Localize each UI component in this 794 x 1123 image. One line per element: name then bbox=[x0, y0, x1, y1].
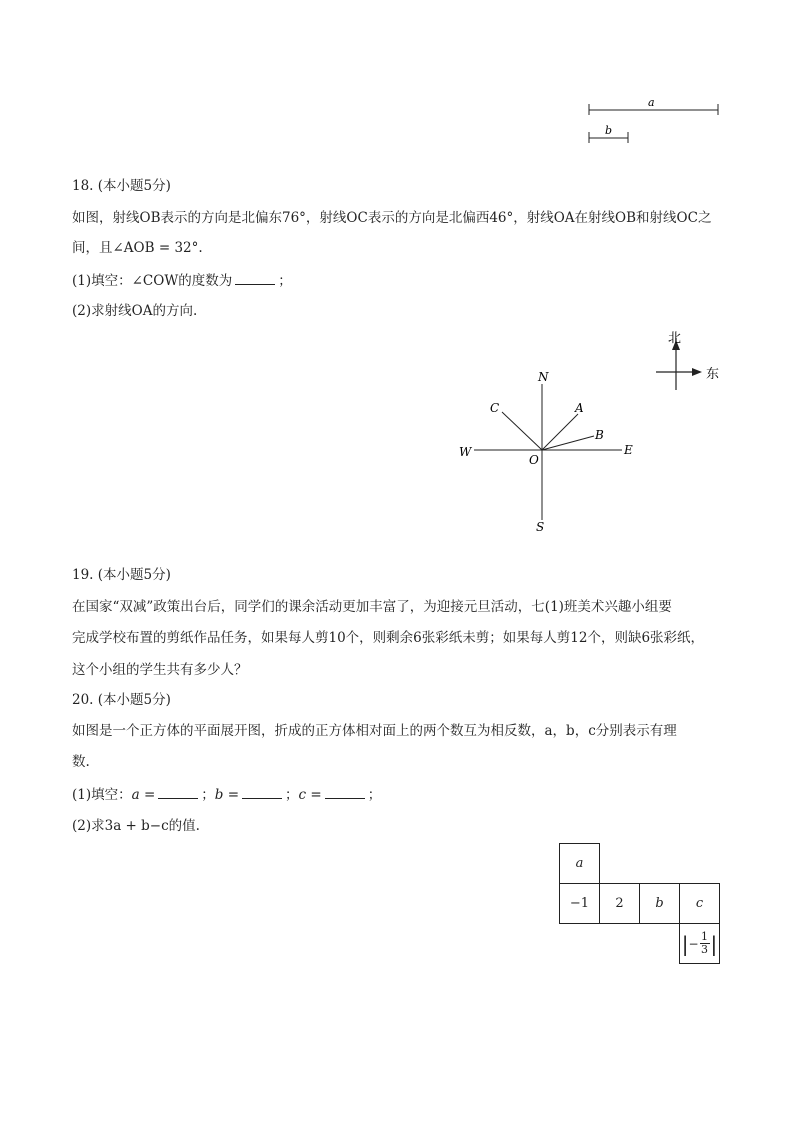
net-cell-3: b bbox=[639, 883, 680, 924]
q20-c-blank[interactable] bbox=[325, 784, 365, 799]
q20-line1: 如图是一个正方体的平面展开图，折成的正方体相对面上的两个数互为相反数，a，b，c分别表示有理 bbox=[72, 723, 677, 739]
label-c: C bbox=[490, 401, 500, 415]
net-bottom-denominator: 3 bbox=[701, 943, 709, 956]
q20-part1 bbox=[72, 784, 381, 805]
label-b: B bbox=[595, 428, 604, 442]
q18-part2: (2)求射线OA的方向. bbox=[72, 303, 198, 319]
net-cell-top: a bbox=[559, 843, 600, 884]
q20-sep-1: ； bbox=[201, 787, 215, 803]
q20-part2: (2)求3a + b−c的值. bbox=[72, 818, 200, 834]
q20-c-eq: c = bbox=[298, 787, 322, 803]
segment-b-label: b bbox=[605, 124, 613, 137]
q20-line2: 数. bbox=[72, 754, 90, 770]
compass-key bbox=[650, 328, 730, 394]
q20-header: 20. (本小题5分) bbox=[72, 692, 171, 708]
net-bottom-numerator: 1 bbox=[701, 930, 709, 943]
q20-part1-prefix: (1)填空： bbox=[72, 787, 132, 803]
label-o: O bbox=[529, 453, 539, 467]
q19-line3: 这个小组的学生共有多少人？ bbox=[72, 662, 248, 678]
east-label: 东 bbox=[706, 367, 720, 382]
q20-a-blank[interactable] bbox=[158, 784, 198, 799]
net-cell-bottom: | − 1 3 | bbox=[679, 923, 720, 964]
q18-line2: 间，且∠AOB = 32°. bbox=[72, 240, 203, 256]
ray-oa bbox=[542, 414, 578, 450]
ray-oc bbox=[502, 412, 542, 450]
label-w: W bbox=[459, 445, 472, 459]
label-s: S bbox=[536, 520, 545, 534]
q18-header: 18. (本小题5分) bbox=[72, 178, 171, 194]
q20-sep-3: ； bbox=[367, 787, 382, 803]
direction-diagram bbox=[450, 362, 650, 542]
label-a: A bbox=[575, 401, 584, 415]
label-n: N bbox=[538, 370, 549, 384]
net-cell-4: c bbox=[679, 883, 720, 924]
net-cell-2: 2 bbox=[599, 883, 640, 924]
segment-a-label: a bbox=[648, 96, 655, 109]
label-e: E bbox=[624, 443, 633, 457]
q19-line1: 在国家“双减”政策出台后，同学们的课余活动更加丰富了，为迎接元旦活动，七(1)班美术兴趣小组要 bbox=[72, 599, 672, 615]
q18-part1-prefix: (1)填空：∠COW的度数为 bbox=[72, 273, 233, 289]
q18-part1-suffix: ； bbox=[278, 273, 292, 289]
q20-b-blank[interactable] bbox=[242, 784, 282, 799]
q20-b-eq: b = bbox=[214, 787, 240, 803]
q18-answer-blank[interactable] bbox=[235, 270, 275, 285]
q19-header: 19. (本小题5分) bbox=[72, 567, 171, 583]
ray-ob bbox=[542, 436, 594, 450]
cube-net bbox=[559, 843, 721, 965]
net-cell-1: −1 bbox=[559, 883, 600, 924]
q20-sep-2: ； bbox=[285, 787, 299, 803]
q20-a-eq: a = bbox=[131, 787, 156, 803]
q18-part1 bbox=[72, 270, 292, 291]
north-label: 北 bbox=[668, 331, 682, 346]
net-bottom-sign: − bbox=[688, 936, 699, 951]
east-arrow-icon bbox=[692, 368, 702, 376]
q18-line1: 如图，射线OB表示的方向是北偏东76°，射线OC表示的方向是北偏西46°，射线OA在射线OB和射线OC之 bbox=[72, 210, 712, 226]
q19-line2: 完成学校布置的剪纸作品任务，如果每人剪10个，则剩余6张彩纸未剪；如果每人剪12个，则缺6张彩纸， bbox=[72, 630, 705, 646]
segment-diagram bbox=[580, 92, 730, 148]
